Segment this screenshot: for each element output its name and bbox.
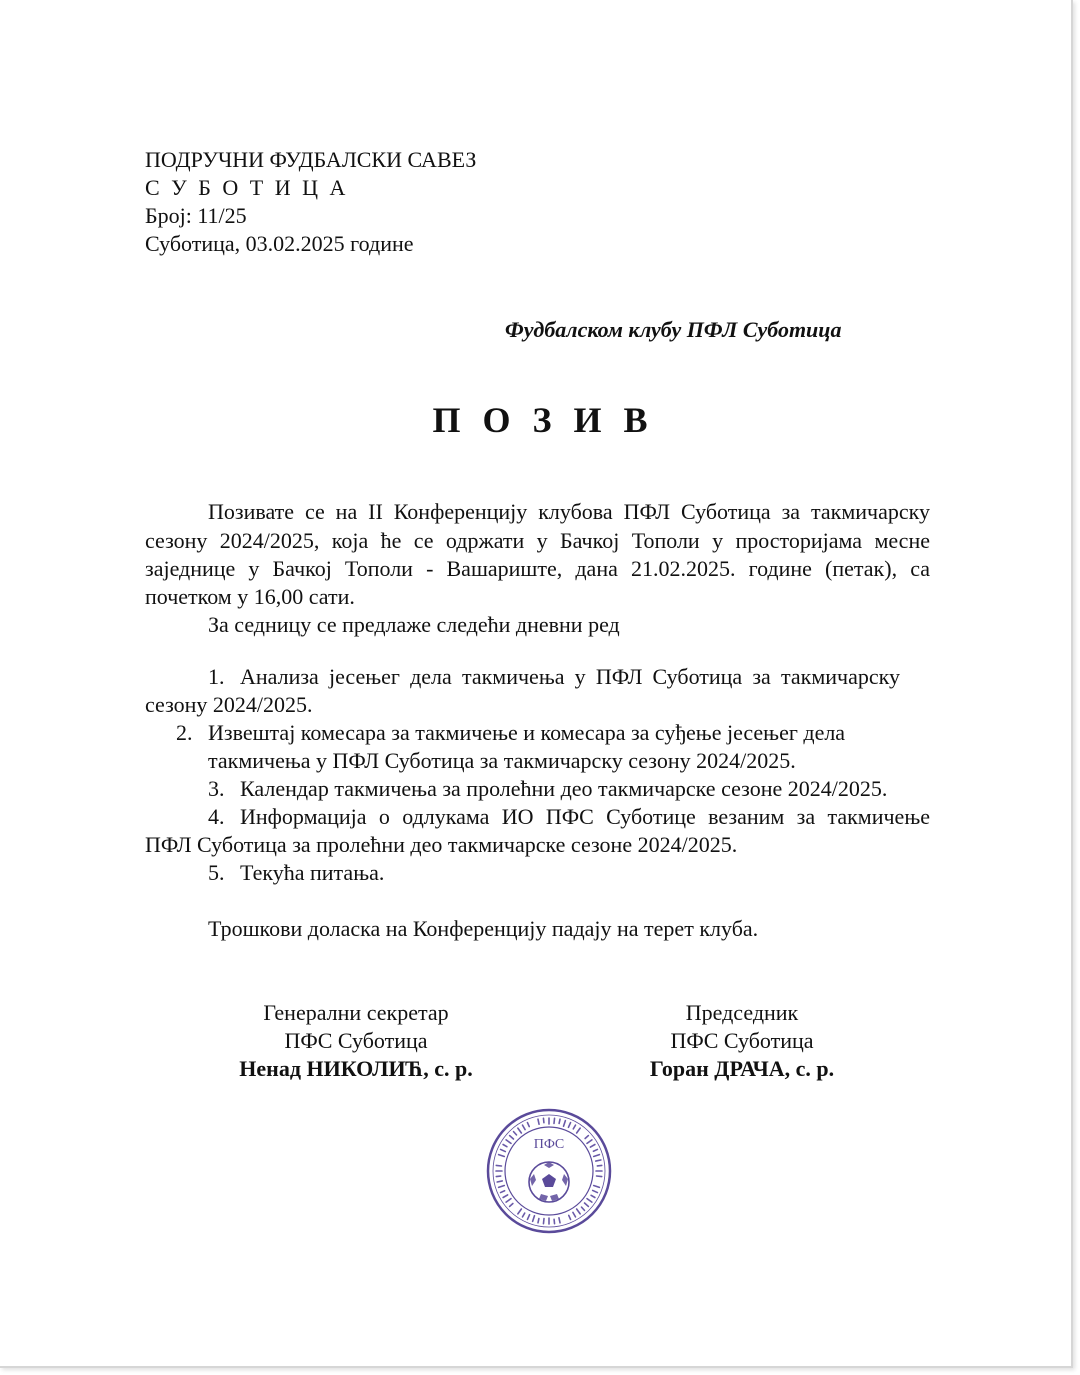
signature-role: Председник <box>685 1000 799 1025</box>
signature-org: ПФС Суботица <box>670 1028 814 1053</box>
org-name: ПОДРУЧНИ ФУДБАЛСКИ САВЕЗ <box>145 147 477 172</box>
agenda-text-cont: сезону 2024/2025. <box>145 692 313 717</box>
intro-line-2: сезону 2024/2025, која ће се одржати у Бачкој Тополи у просторијама месне <box>145 528 930 553</box>
document-title: ПОЗИВ <box>432 400 670 440</box>
stamp-text: ПФС <box>533 1137 565 1152</box>
football-seal-icon <box>484 1106 614 1236</box>
intro-line-4: почетком у 16,00 сати. <box>145 584 355 609</box>
signature-right <box>592 999 892 1083</box>
recipient: Фудбалском клубу ПФЛ Суботица <box>505 317 842 342</box>
place-date: Суботица, 03.02.2025 године <box>145 231 414 256</box>
agenda-text: Календар такмичења за пролећни део такмичарске сезоне 2024/2025. <box>240 776 888 801</box>
agenda-text-cont: такмичења у ПФЛ Суботица за такмичарску сезону 2024/2025. <box>208 748 796 773</box>
costs-note: Трошкови доласка на Конференцију падају на терет клуба. <box>208 916 759 941</box>
agenda-text: Информација о одлукама ИО ПФС Суботице везаним за такмичење <box>240 804 930 829</box>
signature-org: ПФС Суботица <box>284 1028 428 1053</box>
intro-line-5: За седницу се предлаже следећи дневни ред <box>208 612 620 637</box>
signature-left <box>206 999 506 1083</box>
signature-name: Ненад НИКОЛИЋ, с. р. <box>239 1056 473 1081</box>
signature-role: Генерални секретар <box>263 1000 449 1025</box>
intro-line-3: заједнице у Бачкој Тополи - Вашариште, дана 21.02.2025. године (петак), са <box>145 556 930 581</box>
agenda-text: Анализа јесењег дела такмичења у ПФЛ Суботица за такмичарску <box>240 664 900 689</box>
agenda-number: 1. <box>208 664 225 689</box>
agenda-text-cont: ПФЛ Суботица за пролећни део такмичарске сезоне 2024/2025. <box>145 832 738 857</box>
document-number: Број: 11/25 <box>145 203 247 228</box>
agenda-text: Извештај комесара за такмичење и комесара за суђење јесењег дела <box>208 720 846 745</box>
org-city: С У Б О Т И Ц А <box>145 175 349 200</box>
agenda-number: 4. <box>208 804 225 829</box>
intro-line-1: Позивате се на II Конференцију клубова ПФЛ Суботица за такмичарску <box>208 499 930 524</box>
agenda-number: 3. <box>208 776 225 801</box>
signature-name: Горан ДРАЧА, с. р. <box>649 1056 835 1081</box>
agenda-text: Текућа питања. <box>240 860 385 885</box>
agenda-number: 5. <box>208 860 225 885</box>
agenda-number: 2. <box>176 720 193 745</box>
